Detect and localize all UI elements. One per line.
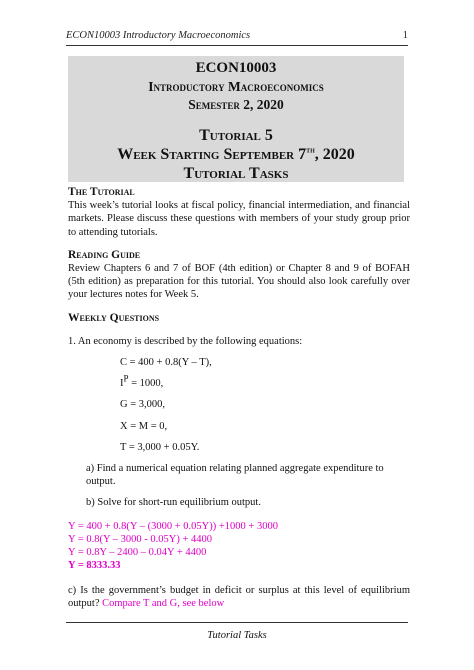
page-number: 1 [402,30,408,41]
running-header [66,30,408,41]
question-1b: b) Solve for short-run equilibrium output. [86,497,261,509]
equation-government: G = 3,000, [120,399,166,411]
document-body [68,186,410,610]
section-heading-weekly: Weekly Questions [68,311,160,324]
footer-rule [66,622,408,623]
answer-line-2: Y = 0.8(Y – 3000 - 0.05Y) + 4400 [68,533,213,545]
header-rule [66,45,408,46]
answer-working [68,520,410,572]
week-label: Week Starting September 7th, 2020 [117,144,355,163]
title-banner [68,56,404,182]
question-1-intro: 1. An economy is described by the following equations: [68,335,303,347]
answer-line-1: Y = 400 + 0.8(Y – (3000 + 0.05Y)) +1000 + 3000 [68,520,278,532]
semester-label: Semester 2, 2020 [188,97,284,112]
equation-investment: $I^P = 1000$, [120,373,164,390]
section-heading-tutorial: The Tutorial [68,186,135,198]
question-1a: a) Find a numerical equation relating planned aggregate expenditure to output. [86,463,384,488]
equation-taxes: T = 3,000 + 0.05Y. [120,441,200,453]
tutorial-paragraph: This week’s tutorial looks at fiscal policy, financial intermediation, and financial markets. Please discuss these questions with members of your study group prior to attending tutorials. [68,200,410,238]
equation-consumption: C = 400 + 0.8(Y – T), [120,357,212,369]
answer-line-3: Y = 0.8Y – 2400 – 0.04Y + 4400 [68,546,207,558]
header-course: ECON10003 Introductory Macroeconomics [66,30,251,41]
question-1c: c) Is the government’s budget in deficit or surplus at this level of equilibrium output? Compare T and G, see below [68,584,410,609]
page-footer: Tutorial Tasks [207,630,267,641]
answer-final: Y = 8333.33 [68,559,121,571]
tutorial-number: Tutorial 5 [199,127,273,144]
section-heading-reading: Reading Guide [68,248,141,261]
course-code: ECON10003 [195,60,277,76]
question-1c-answer: Compare T and G, see below [102,597,225,609]
equation-trade: X = M = 0, [120,420,168,432]
equation-list [68,356,410,454]
course-title: Introductory Macroeconomics [148,79,324,94]
tasks-label: Tutorial Tasks [183,165,289,182]
reading-paragraph: Review Chapters 6 and 7 of BOF (4th edition) or Chapter 8 and 9 of BOFAH (5th edition) as preparation for this tutorial. You should also look carefully over your lectures notes for Week 5. [68,263,410,301]
